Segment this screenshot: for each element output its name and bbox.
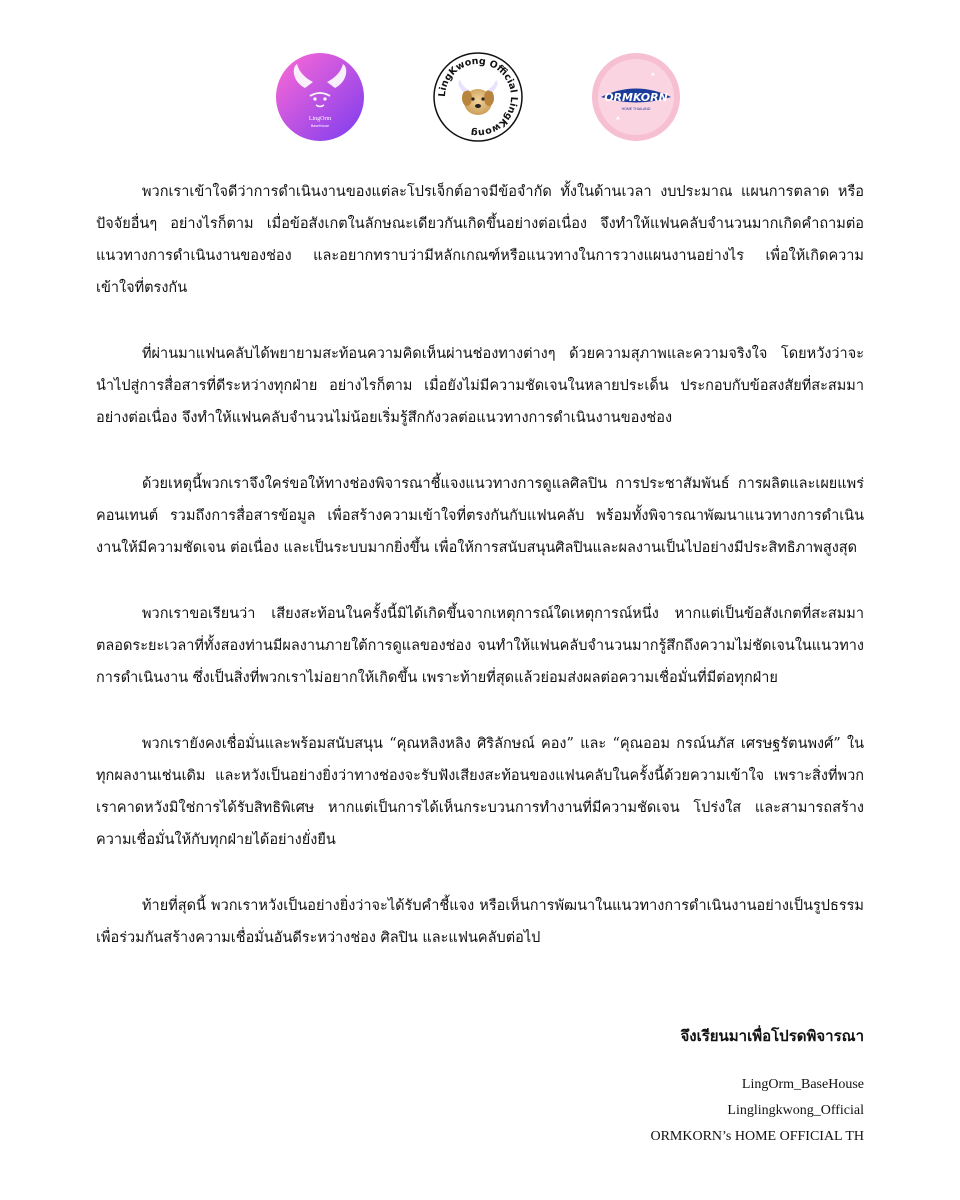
signature-ormkorn-home: ORMKORN’s HOME OFFICIAL TH <box>650 1129 864 1144</box>
paragraph-1: พวกเราเข้าใจดีว่าการดำเนินงานของแต่ละโปรเจ็กต์อาจมีข้อจำกัด ทั้งในด้านเวลา งบประมาณ แผนการตลาด หรือปัจจัยอื่นๆ อย่างไรก็ตาม เมื่อข้อสังเกตในลักษณะเดียวกันเกิดขึ้นอย่างต่อเนื่อง จึงทำให้แฟนคลับจำนวนมากเกิดคำถามต่อแนวทางการดำเนินงานของช่อง และอยากทราบว่ามีหลักเกณฑ์หรือแนวทางในการวางแผนงานอย่างไร เพื่อให้เกิดความเข้าใจที่ตรงกัน <box>96 184 864 296</box>
signature-linglingkwong-official: Linglingkwong_Official <box>727 1103 864 1118</box>
lingorm-basehouse-logo <box>275 52 365 142</box>
svg-text:ORMKORN: ORMKORN <box>604 91 668 104</box>
closing-line: จึงเรียนมาเพื่อโปรดพิจารณา <box>680 1027 864 1045</box>
paragraph-5: พวกเรายังคงเชื่อมั่นและพร้อมสนับสนุน “คุณหลิงหลิง ศิริลักษณ์ คอง” และ “คุณออม กรณ์นภัส เศรษฐรัตนพงศ์” ในทุกผลงานเช่นเดิม และหวังเป็นอย่างยิ่งว่าทางช่องจะรับฟังเสียงสะท้อนของแฟนคลับในครั้งนี้ด้วยความเข้าใจ เพราะสิ่งที่พวกเราคาดหวังมิใช่การได้รับสิทธิพิเศษ หากแต่เป็นการได้เห็นกระบวนการทำงานที่มีความชัดเจน โปร่งใส และสามารถสร้างความเชื่อมั่นให้กับทุกฝ่ายได้อย่างยั่งยืน <box>96 736 864 848</box>
ormkorn-logo <box>591 52 681 142</box>
svg-text:LingOrm: LingOrm <box>308 116 332 122</box>
paragraph-2: ที่ผ่านมาแฟนคลับได้พยายามสะท้อนความคิดเห็นผ่านช่องทางต่างๆ ด้วยความสุภาพและความจริงใจ โดยหวังว่าจะนำไปสู่การสื่อสารที่ดีระหว่างทุกฝ่าย อย่างไรก็ตาม เมื่อยังไม่มีความชัดเจนในหลายประเด็น ประกอบกับข้อสงสัยที่สะสมมาอย่างต่อเนื่อง จึงทำให้แฟนคลับจำนวนไม่น้อยเริ่มรู้สึกกังวลต่อแนวทางการดำเนินงานของช่อง <box>96 346 864 426</box>
signature-lingorm-basehouse: LingOrm_BaseHouse <box>741 1077 864 1092</box>
svg-text:HOME THAILAND: HOME THAILAND <box>621 107 651 111</box>
paragraph-4: พวกเราขอเรียนว่า เสียงสะท้อนในครั้งนี้มิได้เกิดขึ้นจากเหตุการณ์ใดเหตุการณ์หนึ่ง หากแต่เป็นข้อสังเกตที่สะสมมาตลอดระยะเวลาที่ทั้งสองท่านมีผลงานภายใต้การดูแลของช่อง จนทำให้แฟนคลับจำนวนมากรู้สึกถึงความไม่ชัดเจนในแนวทางการดำเนินงาน ซึ่งเป็นสิ่งที่พวกเราไม่อยากให้เกิดขึ้น เพราะท้ายที่สุดแล้วย่อมส่งผลต่อความเชื่อมั่นที่มีต่อทุกฝ่าย <box>96 606 864 686</box>
signature-block <box>650 1072 864 1150</box>
svg-text:LingKwong Official LingKwong: LingKwong Official LingKwong <box>436 55 520 139</box>
lingkwong-official-logo <box>433 52 523 142</box>
paragraph-6: ท้ายที่สุดนี้ พวกเราหวังเป็นอย่างยิ่งว่าจะได้รับคำชี้แจง หรือเห็นการพัฒนาในแนวทางการดำเนินงานอย่างเป็นรูปธรรม เพื่อร่วมกันสร้างความเชื่อมั่นอันดีระหว่างช่อง ศิลปิน และแฟนคลับต่อไป <box>96 898 864 946</box>
logo-row <box>0 52 960 142</box>
paragraph-3: ด้วยเหตุนี้พวกเราจึงใคร่ขอให้ทางช่องพิจารณาชี้แจงแนวทางการดูแลศิลปิน การประชาสัมพันธ์ การผลิตและเผยแพร่คอนเทนต์ รวมถึงการสื่อสารข้อมูล เพื่อสร้างความเข้าใจที่ตรงกันกับแฟนคลับ พร้อมทั้งพิจารณาพัฒนาแนวทางการดำเนินงานให้มีความชัดเจน ต่อเนื่อง และเป็นระบบมากยิ่งขึ้น เพื่อให้การสนับสนุนศิลปินและผลงานเป็นไปอย่างมีประสิทธิภาพสูงสุด <box>96 476 864 556</box>
svg-text:BaseHouse: BaseHouse <box>310 124 330 128</box>
letter-body <box>96 176 864 988</box>
